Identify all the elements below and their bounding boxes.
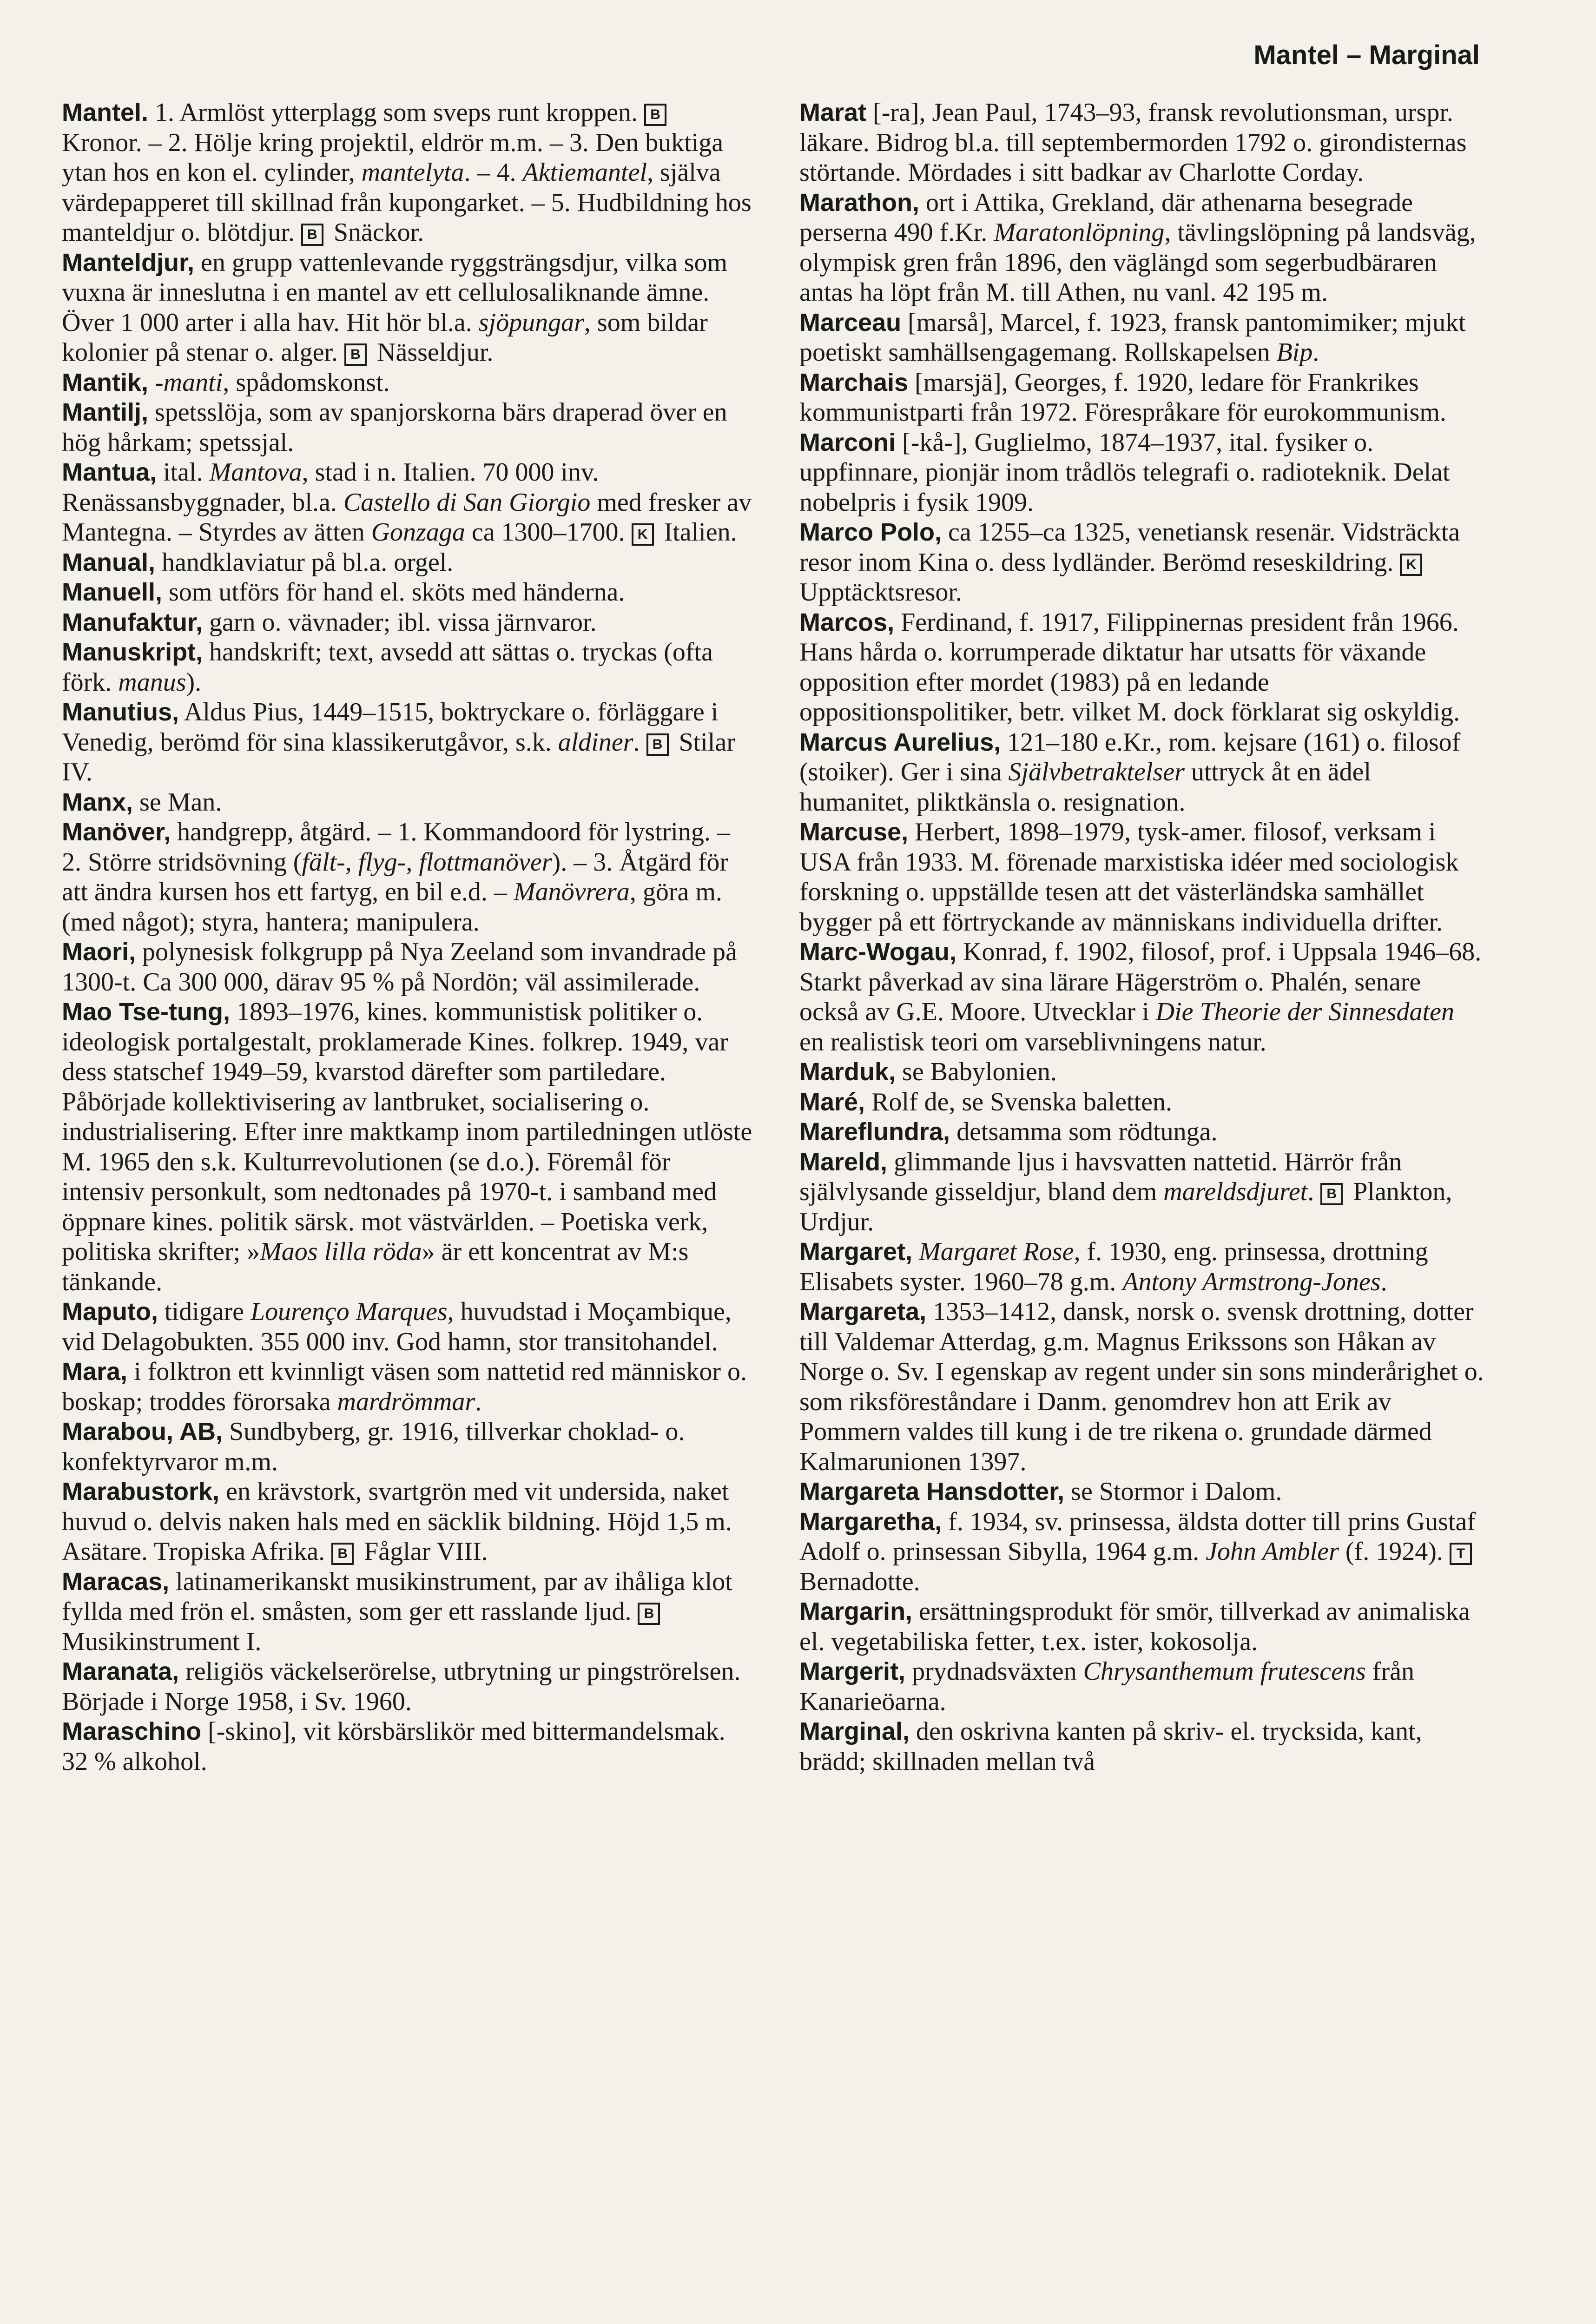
dictionary-entry <box>62 548 754 578</box>
italic-term: mantelyta <box>361 158 464 187</box>
entry-text: Rolf de, se Svenska baletten. <box>865 1087 1173 1116</box>
dictionary-entry <box>62 248 754 368</box>
italic-term: Die Theorie der Sinnesdaten <box>1155 997 1454 1026</box>
entry-headword: Maré, <box>799 1088 865 1116</box>
entry-text: , huvudstad i Moçambique, vid Delagobukten. 355 000 inv. God hamn, stor transitohandel. <box>62 1297 732 1356</box>
entry-text: polynesisk folkgrupp på Nya Zeeland som invandrade på 1300-t. Ca 300 000, därav 95 % på Nordön; väl assimilerade. <box>62 938 737 997</box>
entry-headword: Marabustork, <box>62 1478 220 1505</box>
entry-text: Konrad, f. 1902, filosof, prof. i Uppsala 1946–68. Starkt påverkad av sina lärare Hägerström o. Phalén, senare också av G.E. Moore. Utvecklar i <box>799 938 1482 1026</box>
entry-text: Fåglar VIII. <box>357 1537 488 1566</box>
entry-headword: Margaretha, <box>799 1507 942 1536</box>
entry-text: Kronor. – 2. Hölje kring projektil, eldrör m.m. – 3. Den buktiga ytan hos en kon el. cylinder, <box>62 128 724 187</box>
dictionary-entry <box>62 997 754 1297</box>
dictionary-entry <box>799 1057 1485 1087</box>
entry-headword: Mara, <box>62 1358 128 1386</box>
entry-text: Snäckor. <box>327 218 424 247</box>
entry-text: , tävlingslöpning på landsväg, olympisk gren från 1896, den väglängd som segerbudbäraren antas ha löpt från M. till Athen, nu vanl. 42 195 m. <box>799 218 1476 307</box>
entry-headword: Maputo, <box>62 1298 158 1326</box>
entry-headword: Manuskript, <box>62 638 203 666</box>
entry-text: i folktron ett kvinnligt väsen som nattetid red människor o. boskap; troddes förorsaka <box>62 1357 747 1416</box>
italic-term: Lourenço Marques <box>251 1297 448 1326</box>
dictionary-entry <box>799 517 1485 607</box>
dictionary-entry <box>62 637 754 697</box>
entry-headword: Margaret, <box>799 1238 913 1266</box>
italic-term: Gonzaga <box>371 518 465 547</box>
entry-headword: Maracas, <box>62 1567 170 1596</box>
entry-text: handskrift; text, avsedd att sättas o. tryckas (ofta förk. <box>62 638 713 697</box>
entry-text: . <box>1307 1177 1321 1206</box>
entry-headword: Margarin, <box>799 1598 913 1625</box>
dictionary-entry <box>799 1237 1485 1297</box>
entry-text: glimmande ljus i havsvatten nattetid. Härrör från självlysande gisseldjur, bland dem <box>799 1147 1402 1206</box>
italic-term: Maos lilla röda <box>260 1237 422 1266</box>
italic-term: Castello di San Giorgio <box>343 488 591 517</box>
italic-term: Maratonlöpning <box>994 218 1165 247</box>
entry-headword: Margareta, <box>799 1298 927 1326</box>
dictionary-entry <box>799 1147 1485 1237</box>
entry-text: 121–180 e.Kr., rom. kejsare (161) o. filosof (stoiker). Ger i sina <box>799 727 1461 786</box>
entry-text: ital. <box>157 458 210 487</box>
entry-text: en realistisk teori om varseblivningens natur. <box>799 1027 1266 1056</box>
italic-term: mareldsdjuret <box>1163 1177 1308 1206</box>
dictionary-entry <box>62 457 754 548</box>
entry-headword: Marconi <box>799 428 896 456</box>
entry-text: tidigare <box>158 1297 251 1326</box>
entry-text: f. 1934, sv. prinsessa, äldsta dotter till prins Gustaf Adolf o. prinsessan Sibylla, 1964 g.m. <box>799 1507 1476 1566</box>
entry-text <box>912 1237 919 1266</box>
italic-term: Mantova <box>209 458 302 487</box>
entry-text: ). <box>186 667 202 697</box>
entry-text: Aldus Pius, 1449–1515, boktryckare o. förläggare i Venedig, berömd för sina klassikerutgåvor, s.k. <box>62 698 719 757</box>
entry-text: [-ra], Jean Paul, 1743–93, fransk revolutionsman, urspr. läkare. Bidrog bl.a. till septembermorden 1792 o. girondisternas störtande. Mördades i sitt badkar av Charlotte Corday. <box>799 98 1467 187</box>
entry-text: prydnadsväxten <box>905 1657 1083 1686</box>
entry-text: , spådomskonst. <box>223 368 390 397</box>
entry-headword: Marduk, <box>799 1058 896 1086</box>
italic-term: manus <box>118 667 186 697</box>
entry-text: ersättningsprodukt för smör, tillverkad av animaliska el. vegetabiliska fetter, t.ex. ister, kokosolja. <box>799 1597 1470 1656</box>
entry-text: spetsslöja, som av spanjorskorna bärs draperad över en hög hårkam; spetssjal. <box>62 398 727 457</box>
entry-text: se Man. <box>133 787 222 817</box>
entry-headword: Marathon, <box>799 188 920 217</box>
dictionary-entry <box>62 817 754 937</box>
entry-text: , själva värdepapperet till skillnad från kupongarket. – 5. Hudbildning hos manteldjur o. blötdjur. <box>62 158 752 247</box>
reference-box-icon: B <box>331 1543 354 1565</box>
entry-headword: Mao Tse-tung, <box>62 998 230 1026</box>
entry-text: ). – 3. Åtgärd för att ändra kursen hos ett fartyg, en bil e.d. – <box>62 847 728 906</box>
dictionary-entry <box>799 428 1485 518</box>
entry-text: 1353–1412, dansk, norsk o. svensk drottning, dotter till Valdemar Atterdag, g.m. Magnus Erikssons son Håkan av Norge o. Sv. I egenskap av regent under sin sons minderårighet o. som riksföreståndare i Danm. genomdrev hon att Erik av Pommern valdes till kung i de tre rikena o. grundade därmed Kalmarunionen 1397. <box>799 1297 1484 1476</box>
entry-text: . <box>1312 338 1319 367</box>
entry-headword: Marabou, AB, <box>62 1418 223 1446</box>
entry-text <box>148 368 155 397</box>
entry-text: [marsjä], Georges, f. 1920, ledare för Frankrikes kommunistparti från 1972. Förespråkare för eurokommunism. <box>799 368 1446 427</box>
entry-headword: Marco Polo, <box>799 518 942 546</box>
dictionary-entry <box>799 1657 1485 1717</box>
entry-text: . <box>633 727 646 757</box>
running-header: Mantel – Marginal <box>1253 40 1480 70</box>
entry-text: Upptäcktsresor. <box>799 578 962 607</box>
dictionary-entry <box>62 1477 754 1567</box>
entry-headword: Manöver, <box>62 818 171 846</box>
entry-text: Plankton, Urdjur. <box>799 1177 1452 1236</box>
reference-box-icon: B <box>301 224 323 246</box>
italic-term: Självbetraktelser <box>1008 758 1185 786</box>
entry-text: . – 4. <box>464 158 523 187</box>
italic-term: John Ambler <box>1206 1537 1339 1566</box>
entry-text: Stilar IV. <box>62 727 735 786</box>
dictionary-entry <box>62 1297 754 1357</box>
entry-text: Ferdinand, f. 1917, Filippinernas president från 1966. Hans hårda o. korrumperade diktatur har utsatts för växande opposition efter mordet (1983) på en ledande oppositionspolitiker, betr. vilket M. dock förklarat sig oskyldig. <box>799 607 1460 726</box>
entry-text: en krävstork, svartgrön med vit undersida, naket huvud o. delvis naken hals med en säcklik bildning. Höjd 1,5 m. Asätare. Tropiska Afrika. <box>62 1477 732 1566</box>
dictionary-entry <box>62 1417 754 1477</box>
entry-text: Sundbyberg, gr. 1916, tillverkar choklad- o. konfektyrvaror m.m. <box>62 1417 685 1476</box>
dictionary-entry <box>62 787 754 818</box>
dictionary-entry <box>799 937 1485 1057</box>
entry-text: se Stormor i Dalom. <box>1064 1477 1282 1506</box>
entry-text: med fresker av Mantegna. – Styrdes av ätten <box>62 488 752 547</box>
dictionary-entry <box>62 937 754 997</box>
dictionary-entry <box>62 98 754 248</box>
entry-headword: Manuell, <box>62 578 163 606</box>
entry-headword: Margerit, <box>799 1657 906 1685</box>
dictionary-entry <box>799 1717 1485 1776</box>
italic-term: Chrysanthemum frutescens <box>1083 1657 1366 1686</box>
entry-headword: Marat <box>799 99 867 126</box>
reference-box-icon: B <box>344 343 367 366</box>
entry-text: se Babylonien. <box>896 1057 1057 1086</box>
entry-headword: Marc-Wogau, <box>799 938 957 966</box>
entry-text: . <box>1380 1267 1387 1296</box>
dictionary-entry <box>799 98 1485 188</box>
entry-text: [marså], Marcel, f. 1923, fransk pantomimiker; mjukt poetiskt samhällsengagemang. Rollskapelsen <box>799 308 1466 367</box>
entry-text: handgrepp, åtgärd. – 1. Kommandoord för lystring. – 2. Större stridsövning ( <box>62 818 730 877</box>
reference-box-icon: K <box>1400 554 1422 576</box>
italic-term: sjöpungar <box>478 308 584 337</box>
italic-term: aldiner <box>558 727 633 757</box>
dictionary-entry <box>799 1297 1485 1477</box>
entry-headword: Marcos, <box>799 608 895 636</box>
entry-headword: Manutius, <box>62 698 179 726</box>
dictionary-entry <box>799 727 1485 818</box>
entry-headword: Manteldjur, <box>62 248 195 277</box>
reference-box-icon: T <box>1450 1543 1472 1565</box>
entry-text: Herbert, 1898–1979, tysk-amer. filosof, verksam i USA från 1933. M. förenade marxistiska idéer med sociologisk forskning o. uppställde tesen att det västerländska samhället bygger på ett förtryckande av människans individuella drifter. <box>799 818 1459 937</box>
dictionary-entry <box>62 368 754 398</box>
entry-headword: Manx, <box>62 788 133 816</box>
entry-text: 1. Armlöst ytterplagg som sveps runt kroppen. <box>148 98 645 127</box>
left-column <box>62 98 754 1776</box>
reference-box-icon: K <box>632 523 654 546</box>
dictionary-entry <box>799 1597 1485 1657</box>
entry-text: garn o. vävnader; ibl. vissa järnvaror. <box>203 607 597 637</box>
entry-headword: Marcuse, <box>799 818 909 846</box>
reference-box-icon: B <box>1320 1183 1343 1205</box>
entry-text: , som bildar kolonier på stenar o. alger. <box>62 308 708 367</box>
entry-text: den oskrivna kanten på skriv- el. trycksida, kant, brädd; skillnaden mellan två <box>799 1717 1422 1776</box>
dictionary-entry <box>799 308 1485 368</box>
entry-headword: Marcus Aurelius, <box>799 728 1001 756</box>
reference-box-icon: B <box>646 733 669 756</box>
entry-text: ca 1255–ca 1325, venetiansk resenär. Vidsträckta resor inom Kina o. dess lydländer. Berömd reseskildring. <box>799 518 1460 577</box>
italic-term: Antony Armstrong-Jones <box>1122 1267 1381 1296</box>
entry-text: 1893–1976, kines. kommunistisk politiker o. ideologisk portalgestalt, proklamerade Kines. folkrep. 1949, var dess statschef 1949–59, kvarstod därefter som partiledare. Påbörjade kollektivisering av lantbruket, socialisering o. industrialisering. Efter inre maktkamp inom partiledningen utlöste M. 1965 den s.k. Kulturrevolutionen (se d.o.). Föremål för intensiv personkult, som nedtonades på 1970-t. i samband med öppnare kines. politik särsk. mot västvärlden. – Poetiska verk, politiska skrifter; » <box>62 997 752 1266</box>
dictionary-entry <box>799 368 1485 428</box>
entry-text: Bernadotte. <box>799 1567 920 1596</box>
italic-term: fält-, flyg-, flottmanöver <box>302 847 552 877</box>
entry-text: [-skino], vit körsbärslikör med bittermandelsmak. 32 % alkohol. <box>62 1717 725 1776</box>
dictionary-entry <box>62 1657 754 1717</box>
entry-headword: Margareta Hansdotter, <box>799 1478 1065 1505</box>
entry-text: en grupp vattenlevande ryggsträngsdjur, vilka som vuxna är inneslutna i en mantel av ett cellulosaliknande ämne. Över 1 000 arter i alla hav. Hit hör bl.a. <box>62 248 728 337</box>
dictionary-entry <box>62 1357 754 1417</box>
entry-headword: Mareflundra, <box>799 1118 950 1146</box>
entry-text: uttryck åt en ädel humanitet, pliktkänsla o. resignation. <box>799 758 1372 817</box>
dictionary-entry <box>799 1507 1485 1597</box>
italic-term: Margaret Rose <box>919 1237 1074 1266</box>
entry-text: Musikinstrument I. <box>62 1627 262 1656</box>
entry-text: (f. 1924). <box>1339 1537 1450 1566</box>
dictionary-entry <box>799 607 1485 727</box>
dictionary-entry <box>62 397 754 457</box>
entry-text: som utförs för hand el. sköts med händerna. <box>162 578 625 607</box>
entry-text: religiös väckelserörelse, utbrytning ur pingströrelsen. Började i Norge 1958, i Sv. 1960. <box>62 1657 741 1716</box>
dictionary-entry <box>799 188 1485 308</box>
italic-term: -manti <box>155 368 223 397</box>
entry-text: ort i Attika, Grekland, där athenarna besegrade perserna 490 f.Kr. <box>799 188 1413 247</box>
italic-term: mardrömmar <box>337 1387 475 1416</box>
entry-headword: Maraschino <box>62 1717 202 1745</box>
entry-text: från Kanarieöarna. <box>799 1657 1414 1716</box>
entry-headword: Marceau <box>799 308 902 337</box>
entry-text: Italien. <box>657 518 737 547</box>
entry-text: [-kå-], Guglielmo, 1874–1937, ital. fysiker o. uppfinnare, pionjär inom trådlös telegrafi o. radioteknik. Delat nobelpris i fysik 1909. <box>799 428 1450 517</box>
entry-headword: Manufaktur, <box>62 608 203 636</box>
dictionary-entry <box>62 1567 754 1657</box>
entry-text: Nässeldjur. <box>370 338 494 367</box>
entry-text: , stad i n. Italien. 70 000 inv. Renässansbyggnader, bl.a. <box>62 458 599 517</box>
reference-box-icon: B <box>638 1603 660 1625</box>
dictionary-entry <box>799 1117 1485 1147</box>
entry-headword: Mantik, <box>62 368 149 396</box>
entry-headword: Maori, <box>62 938 136 966</box>
entry-text: , göra m. (med något); styra, hantera; manipulera. <box>62 878 722 937</box>
entry-headword: Manual, <box>62 548 156 576</box>
entry-text: latinamerikanskt musikinstrument, par av ihåliga klot fyllda med frön el. småsten, som ger ett rasslande ljud. <box>62 1567 732 1626</box>
dictionary-entry <box>799 1087 1485 1117</box>
dictionary-entry <box>62 577 754 607</box>
entry-headword: Maranata, <box>62 1657 179 1685</box>
entry-text: detsamma som rödtunga. <box>950 1117 1218 1146</box>
entry-text: » är ett koncentrat av M:s tänkande. <box>62 1237 689 1296</box>
right-column <box>799 98 1485 1776</box>
dictionary-entry <box>62 697 754 787</box>
dictionary-entry <box>62 607 754 638</box>
dictionary-entry <box>799 1477 1485 1507</box>
entry-text: , f. 1930, eng. prinsessa, drottning Elisabets syster. 1960–78 g.m. <box>799 1237 1428 1296</box>
dictionary-entry <box>799 817 1485 937</box>
italic-term: Bip <box>1276 338 1313 367</box>
entry-headword: Mareld, <box>799 1148 888 1176</box>
italic-term: Manövrera <box>513 878 630 906</box>
entry-text: handklaviatur på bl.a. orgel. <box>155 548 454 577</box>
entry-text: . <box>475 1387 482 1416</box>
entry-headword: Mantua, <box>62 458 157 486</box>
entry-headword: Mantilj, <box>62 398 148 426</box>
entry-headword: Mantel. <box>62 99 149 126</box>
entry-text: ca 1300–1700. <box>465 518 632 547</box>
italic-term: Aktiemantel <box>522 158 647 187</box>
dictionary-entry <box>62 1717 754 1776</box>
entry-headword: Marginal, <box>799 1717 910 1745</box>
reference-box-icon: B <box>644 104 666 126</box>
entry-headword: Marchais <box>799 368 909 396</box>
